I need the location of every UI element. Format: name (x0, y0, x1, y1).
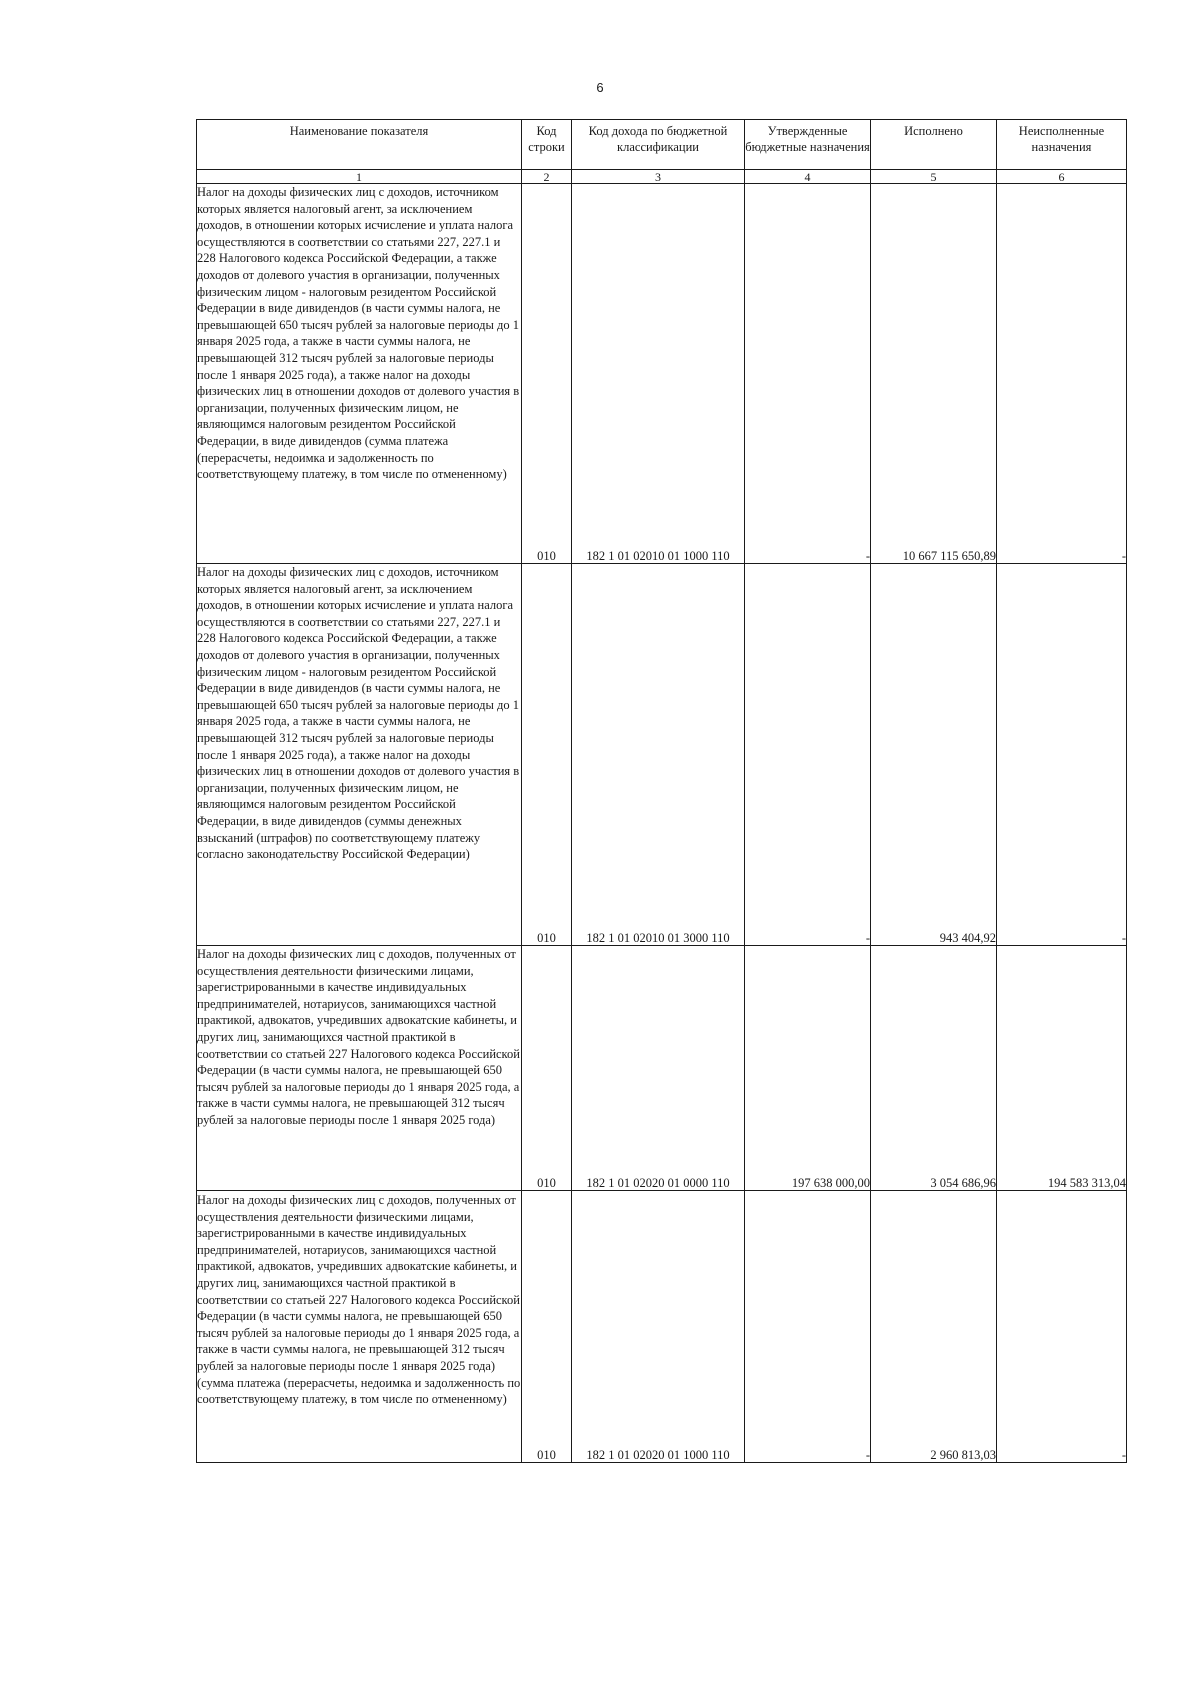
unexecuted-amount: 194 583 313,04 (997, 946, 1127, 1191)
column-number: 4 (745, 170, 871, 184)
column-number-row (197, 170, 1127, 184)
line-code: 010 (522, 184, 572, 564)
header-approved: Утвержденные бюджетные назначения (745, 120, 871, 170)
executed-amount: 10 667 115 650,89 (871, 184, 997, 564)
approved-amount: - (745, 564, 871, 946)
unexecuted-amount: - (997, 1191, 1127, 1463)
line-code: 010 (522, 1191, 572, 1463)
column-number: 1 (197, 170, 522, 184)
line-code: 010 (522, 564, 572, 946)
budget-code: 182 1 01 02020 01 1000 110 (572, 1191, 745, 1463)
column-number: 2 (522, 170, 572, 184)
header-row (197, 120, 1127, 170)
executed-amount: 2 960 813,03 (871, 1191, 997, 1463)
budget-code: 182 1 01 02020 01 0000 110 (572, 946, 745, 1191)
line-code: 010 (522, 946, 572, 1191)
executed-amount: 943 404,92 (871, 564, 997, 946)
approved-amount: - (745, 1191, 871, 1463)
indicator-name: Налог на доходы физических лиц с доходов, полученных от осуществления деятельности физическими лицами, зарегистрированными в качестве индивидуальных предпринимателей, нотариусов, занимающихся частной практикой, адвокатов, учредивших адвокатские кабинеты, и других лиц, занимающихся частной практикой в соответствии со статьей 227 Налогового кодекса Российской Федерации (в части суммы налога, не превышающей 650 тысяч рублей за налоговые периоды до 1 января 2025 года, а также в части суммы налога, не превышающей 312 тысяч рублей за налоговые периоды после 1 января 2025 года) (197, 946, 522, 1191)
approved-amount: 197 638 000,00 (745, 946, 871, 1191)
header-budget-code: Код дохода по бюджетной классификации (572, 120, 745, 170)
executed-amount: 3 054 686,96 (871, 946, 997, 1191)
approved-amount: - (745, 184, 871, 564)
budget-code: 182 1 01 02010 01 3000 110 (572, 564, 745, 946)
column-number: 5 (871, 170, 997, 184)
header-executed: Исполнено (871, 120, 997, 170)
indicator-name: Налог на доходы физических лиц с доходов, полученных от осуществления деятельности физическими лицами, зарегистрированными в качестве индивидуальных предпринимателей, нотариусов, занимающихся частной практикой, адвокатов, учредивших адвокатские кабинеты, и других лиц, занимающихся частной практикой в соответствии со статьей 227 Налогового кодекса Российской Федерации (в части суммы налога, не превышающей 650 тысяч рублей за налоговые периоды до 1 января 2025 года, а также в части суммы налога, не превышающей 312 тысяч рублей за налоговые периоды после 1 января 2025 года) (сумма платежа (перерасчеты, недоимка и задолженность по соответствующему платежу, в том числе по отмененному) (197, 1191, 522, 1463)
header-indicator-name: Наименование показателя (197, 120, 522, 170)
budget-code: 182 1 01 02010 01 1000 110 (572, 184, 745, 564)
column-number: 3 (572, 170, 745, 184)
header-line-code: Код строки (522, 120, 572, 170)
table-row (197, 946, 1127, 1191)
page-number: 6 (596, 80, 604, 95)
table-row (197, 564, 1127, 946)
unexecuted-amount: - (997, 564, 1127, 946)
indicator-name: Налог на доходы физических лиц с доходов, источником которых является налоговый агент, за исключением доходов, в отношении которых исчисление и уплата налога осуществляются в соответствии со статьями 227, 227.1 и 228 Налогового кодекса Российской Федерации, а также доходов от долевого участия в организации, полученных физическим лицом - налоговым резидентом Российской Федерации в виде дивидендов (в части суммы налога, не превышающей 650 тысяч рублей за налоговые периоды до 1 января 2025 года, а также в части суммы налога, не превышающей 312 тысяч рублей за налоговые периоды после 1 января 2025 года), а также налог на доходы физических лиц в отношении доходов от долевого участия в организации, полученных физическим лицом, не являющимся налоговым резидентом Российской Федерации, в виде дивидендов (сумма платежа (перерасчеты, недоимка и задолженность по соответствующему платежу, в том числе по отмененному) (197, 184, 522, 564)
table-row (197, 184, 1127, 564)
column-number: 6 (997, 170, 1127, 184)
table-row (197, 1191, 1127, 1463)
indicator-name: Налог на доходы физических лиц с доходов, источником которых является налоговый агент, за исключением доходов, в отношении которых исчисление и уплата налога осуществляются в соответствии со статьями 227, 227.1 и 228 Налогового кодекса Российской Федерации, а также доходов от долевого участия в организации, полученных физическим лицом - налоговым резидентом Российской Федерации в виде дивидендов (в части суммы налога, не превышающей 650 тысяч рублей за налоговые периоды до 1 января 2025 года, а также в части суммы налога, не превышающей 312 тысяч рублей за налоговые периоды после 1 января 2025 года), а также налог на доходы физических лиц в отношении доходов от долевого участия в организации, полученных физическим лицом, не являющимся налоговым резидентом Российской Федерации, в виде дивидендов (суммы денежных взысканий (штрафов) по соответствующему платежу согласно законодательству Российской Федерации) (197, 564, 522, 946)
unexecuted-amount: - (997, 184, 1127, 564)
header-unexecuted: Неисполненные назначения (997, 120, 1127, 170)
budget-execution-table (196, 119, 1127, 1463)
